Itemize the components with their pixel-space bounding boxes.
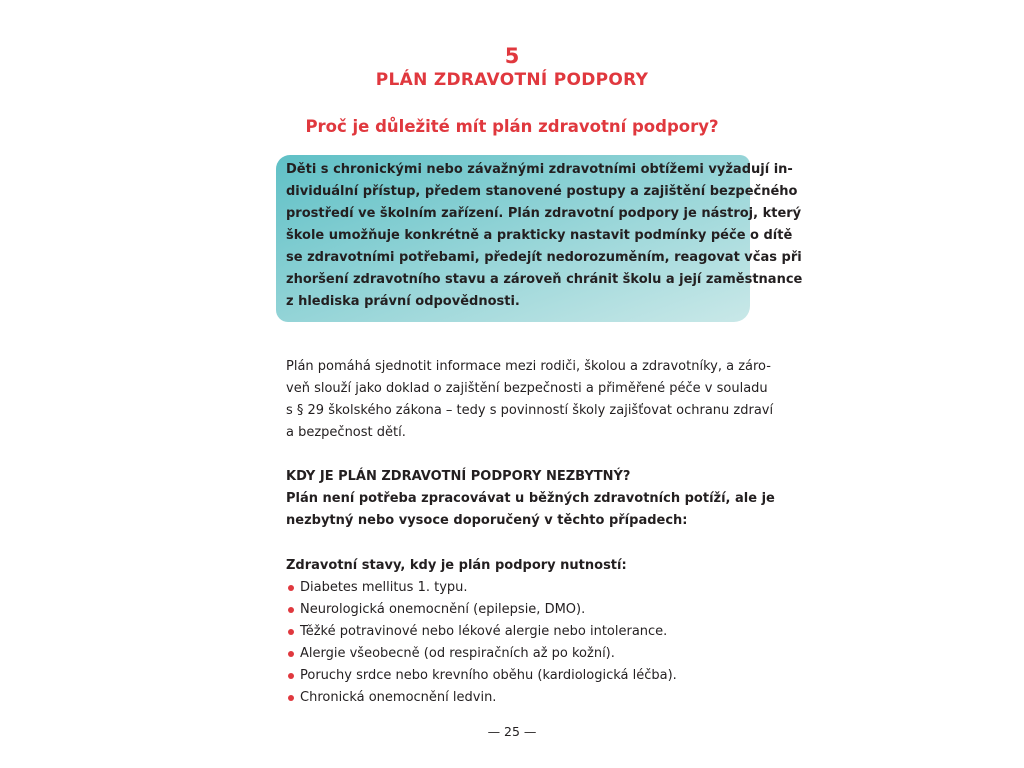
list-item-text: Neurologická onemocnění (epilepsie, DMO). [300,602,586,617]
when-heading: KDY JE PLÁN ZDRAVOTNÍ PODPORY NEZBYTNÝ? [286,469,631,484]
text-line: nezbytný nebo vysoce doporučený v těchto případech: [286,513,688,528]
text-line: z hlediska právní odpovědnosti. [286,294,520,309]
text-line: Plán pomáhá sjednotit informace mezi rodiči, školou a zdravotníky, a záro- [286,359,771,374]
list-item [288,599,677,621]
text-line: Plán není potřeba zpracovávat u běžných zdravotních potíží, ale je [286,491,775,506]
body-paragraph [286,356,774,444]
list-item-text: Chronická onemocnění ledvin. [300,690,497,705]
highlight-box-text [286,159,803,313]
text-line: veň slouží jako doklad o zajištění bezpečnosti a přiměřené péče v souladu [286,381,768,396]
conditions-label: Zdravotní stavy, kdy je plán podpory nutností: [286,558,627,573]
text-line: s § 29 školského zákona – tedy s povinností školy zajišťovat ochranu zdraví [286,403,774,418]
text-line: se zdravotními potřebami, předejít nedorozuměním, reagovat včas při [286,250,802,265]
bullet-icon [288,673,294,679]
list-item [288,687,677,709]
text-line: a bezpečnost dětí. [286,425,406,440]
bullet-icon [288,651,294,657]
list-item-text: Diabetes mellitus 1. typu. [300,580,468,595]
list-item [288,643,677,665]
list-item-text: Poruchy srdce nebo krevního oběhu (kardiologická léčba). [300,668,677,683]
text-line: prostředí ve školním zařízení. Plán zdravotní podpory je nástroj, který [286,206,802,221]
bullet-icon [288,695,294,701]
text-line: škole umožňuje konkrétně a prakticky nastavit podmínky péče o dítě [286,228,793,243]
text-line: zhoršení zdravotního stavu a zároveň chránit školu a její zaměstnance [286,272,803,287]
list-item [288,621,677,643]
list-item-text: Těžké potravinové nebo lékové alergie nebo intolerance. [300,624,668,639]
page-number: — 25 — [487,724,537,739]
chapter-number: 5 [504,44,520,68]
conditions-list [288,577,677,709]
list-item [288,665,677,687]
text-line: dividuální přístup, předem stanovené postupy a zajištění bezpečného [286,184,798,199]
text-line: Děti s chronickými nebo závažnými zdravotními obtížemi vyžadují in- [286,162,793,177]
section-subtitle: Proč je důležité mít plán zdravotní podpory? [305,117,719,136]
when-section [286,466,775,532]
bullet-icon [288,607,294,613]
bullet-icon [288,629,294,635]
bullet-icon [288,585,294,591]
list-item-text: Alergie všeobecně (od respiračních až po kožní). [300,646,615,661]
chapter-title: PLÁN ZDRAVOTNÍ PODPORY [375,70,649,90]
list-item [288,577,677,599]
